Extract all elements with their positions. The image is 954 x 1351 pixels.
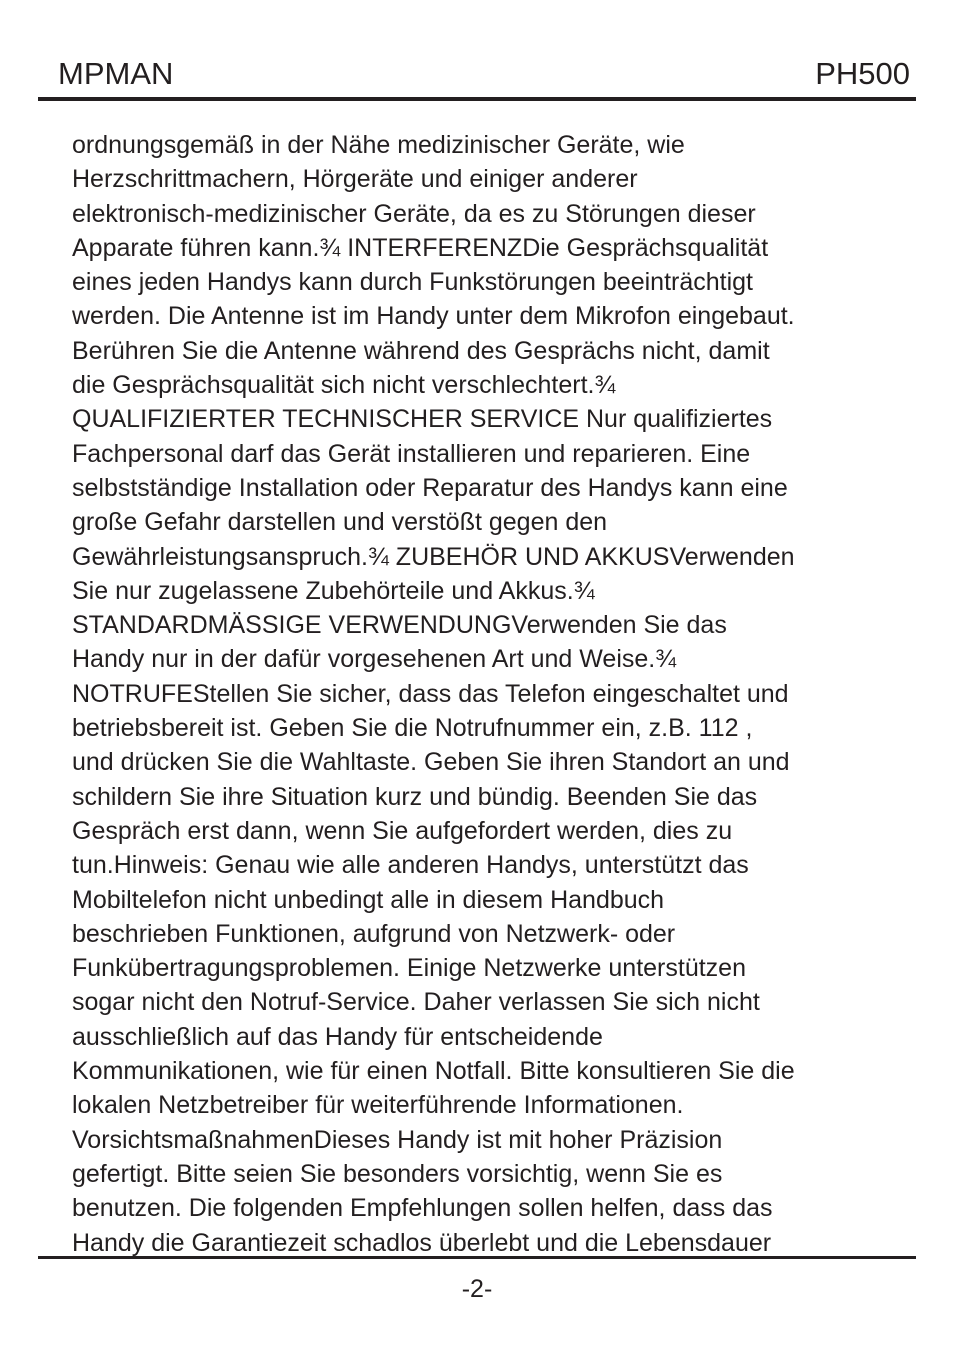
text-line: Berühren Sie die Antenne während des Gesprächs nicht, damit bbox=[72, 336, 770, 365]
header-divider bbox=[38, 97, 916, 101]
text-line: Mobiltelefon nicht unbedingt alle in diesem Handbuch bbox=[72, 885, 665, 914]
text-line: Handy die Garantiezeit schadlos überlebt und die Lebensdauer bbox=[72, 1228, 772, 1257]
text-line: Sie nur zugelassene Zubehörteile und Akkus.¾ bbox=[72, 576, 595, 605]
text-line: elektronisch-medizinischer Geräte, da es zu Störungen dieser bbox=[72, 199, 756, 228]
text-line: die Gesprächsqualität sich nicht verschlechtert.¾ bbox=[72, 371, 616, 400]
text-line: sogar nicht den Notruf-Service. Daher verlassen Sie sich nicht bbox=[72, 988, 760, 1017]
page-number: -2- bbox=[461, 1275, 493, 1303]
text-line: benutzen. Die folgenden Empfehlungen sollen helfen, dass das bbox=[72, 1194, 773, 1223]
text-line: tun.Hinweis: Genau wie alle anderen Handys, unterstützt das bbox=[72, 851, 749, 880]
text-line: Funkübertragungsproblemen. Einige Netzwerke unterstützen bbox=[72, 954, 746, 983]
header-brand: MPMAN bbox=[58, 56, 174, 91]
text-line: Kommunikationen, wie für einen Notfall. Bitte konsultieren Sie die bbox=[72, 1057, 795, 1086]
text-line: NOTRUFEStellen Sie sicher, dass das Telefon eingeschaltet und bbox=[72, 679, 789, 708]
body-text bbox=[72, 128, 902, 1260]
text-line: Gewährleistungsanspruch.¾ ZUBEHÖR UND AKKUSVerwenden bbox=[72, 542, 795, 571]
text-line: ordnungsgemäß in der Nähe medizinischer Geräte, wie bbox=[72, 131, 685, 159]
text-line: VorsichtsmaßnahmenDieses Handy ist mit hoher Präzision bbox=[72, 1125, 723, 1154]
footer-divider bbox=[38, 1256, 916, 1259]
text-line: Apparate führen kann.¾ INTERFERENZDie Gesprächsqualität bbox=[72, 233, 769, 262]
text-line: eines jeden Handys kann durch Funkstörungen beeinträchtigt bbox=[72, 268, 753, 297]
text-line: Fachpersonal darf das Gerät installieren und reparieren. Eine bbox=[72, 439, 751, 468]
text-line: ausschließlich auf das Handy für entscheidende bbox=[72, 1022, 603, 1051]
text-line: QUALIFIZIERTER TECHNISCHER SERVICE Nur qualifiziertes bbox=[72, 405, 773, 434]
text-line: Gespräch erst dann, wenn Sie aufgefordert werden, dies zu bbox=[72, 816, 733, 845]
text-line: große Gefahr darstellen und verstößt gegen den bbox=[72, 508, 608, 537]
text-line: STANDARDMÄSSIGE VERWENDUNGVerwenden Sie das bbox=[72, 611, 727, 640]
text-line: schildern Sie ihre Situation kurz und bündig. Beenden Sie das bbox=[72, 782, 758, 811]
text-line: lokalen Netzbetreiber für weiterführende Informationen. bbox=[72, 1091, 684, 1120]
text-line: und drücken Sie die Wahltaste. Geben Sie ihren Standort an und bbox=[72, 748, 790, 777]
text-line: Handy nur in der dafür vorgesehenen Art und Weise.¾ bbox=[72, 645, 677, 674]
text-line: Herzschrittmachern, Hörgeräte und einiger anderer bbox=[72, 165, 638, 194]
text-line: beschrieben Funktionen, aufgrund von Netzwerk- oder bbox=[72, 919, 676, 948]
text-line: selbstständige Installation oder Reparatur des Handys kann eine bbox=[72, 473, 788, 502]
text-line: gefertigt. Bitte seien Sie besonders vorsichtig, wenn Sie es bbox=[72, 1159, 723, 1188]
header-model: PH500 bbox=[815, 56, 910, 91]
text-line: werden. Die Antenne ist im Handy unter dem Mikrofon eingebaut. bbox=[72, 302, 795, 331]
text-line: betriebsbereit ist. Geben Sie die Notrufnummer ein, z.B. 112 , bbox=[72, 714, 753, 743]
